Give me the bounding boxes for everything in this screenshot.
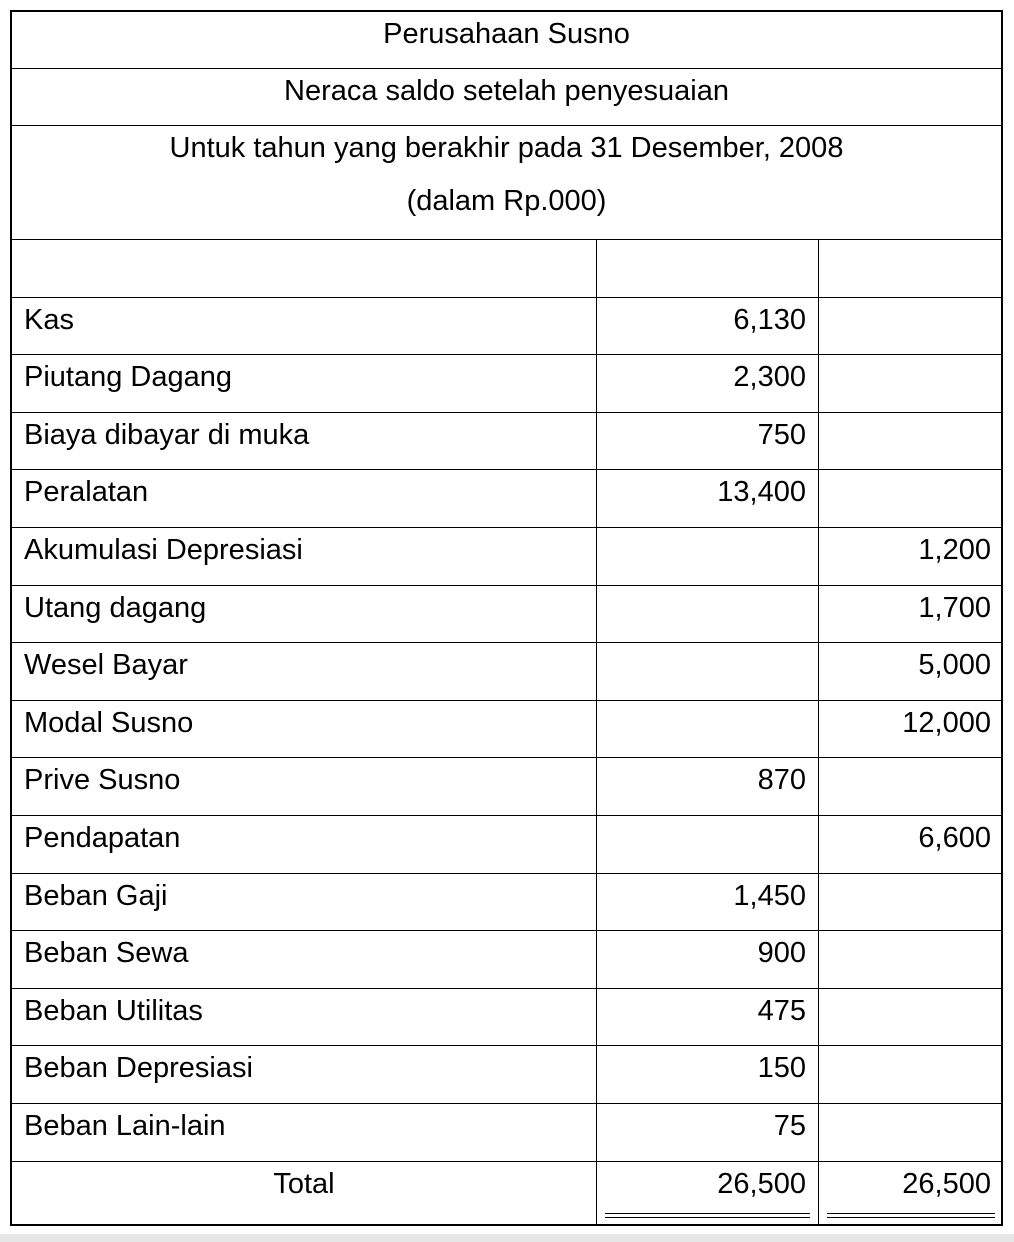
debit-amount: 750 [597,413,819,470]
debit-amount: 150 [597,1046,819,1103]
credit-amount: 1,700 [918,591,991,624]
column-header-debit [597,240,819,297]
table-row [12,816,1001,874]
column-header-account [12,240,597,297]
debit-amount: 2,300 [597,355,819,412]
account-name: Akumulasi Depresiasi [12,528,597,585]
table-row [12,931,1001,989]
account-name: Biaya dibayar di muka [12,413,597,470]
report-period: Untuk tahun yang berakhir pada 31 Desember, 2008 [169,132,844,164]
credit-amount: 6,600 [918,821,991,854]
debit-amount: 6,130 [597,298,819,355]
account-name: Peralatan [12,470,597,527]
total-debit-value: 26,500 [717,1167,806,1200]
double-underline [827,1213,995,1218]
table-row [12,586,1001,644]
table-row [12,528,1001,586]
table-row [12,355,1001,413]
debit-amount: 1,450 [597,874,819,931]
report-unit: (dalam Rp.000) [406,185,607,217]
account-name: Prive Susno [12,758,597,815]
account-name: Pendapatan [12,816,597,873]
account-name: Beban Lain-lain [12,1104,597,1161]
account-name: Kas [12,298,597,355]
account-name: Beban Utilitas [12,989,597,1046]
credit-amount [819,470,1001,527]
debit-amount: 13,400 [597,470,819,527]
trial-balance-table [10,10,1003,1226]
credit-amount: 1,200 [918,533,991,566]
report-title-row [12,69,1001,126]
account-name: Modal Susno [12,701,597,758]
credit-amount [819,413,1001,470]
debit-amount [597,701,819,758]
debit-amount: 475 [597,989,819,1046]
period-row [12,126,1001,240]
double-underline [605,1213,810,1218]
table-row [12,470,1001,528]
account-name: Beban Gaji [12,874,597,931]
table-row [12,989,1001,1047]
column-header-credit [819,240,1001,297]
table-row [12,298,1001,356]
account-name: Piutang Dagang [12,355,597,412]
table-row [12,643,1001,701]
company-name-row [12,12,1001,69]
credit-amount: 5,000 [918,649,991,682]
total-label: Total [12,1162,597,1224]
debit-amount: 870 [597,758,819,815]
debit-amount [597,586,819,643]
credit-amount: 12,000 [902,706,991,739]
credit-amount [819,758,1001,815]
table-row [12,1046,1001,1104]
column-header-row [12,240,1001,298]
account-name: Beban Sewa [12,931,597,988]
total-row [12,1162,1001,1224]
credit-amount [819,874,1001,931]
credit-amount [819,355,1001,412]
debit-amount: 900 [597,931,819,988]
account-name: Wesel Bayar [12,643,597,700]
debit-amount: 75 [597,1104,819,1161]
account-name: Beban Depresiasi [12,1046,597,1103]
company-name: Perusahaan Susno [383,18,630,50]
report-title: Neraca saldo setelah penyesuaian [284,75,729,107]
debit-amount [597,528,819,585]
page-bottom-edge [0,1234,1014,1242]
account-rows [12,298,1001,1162]
credit-amount [819,298,1001,355]
credit-amount [819,1104,1001,1161]
total-debit [597,1162,819,1224]
table-row [12,874,1001,932]
debit-amount [597,816,819,873]
credit-amount [819,989,1001,1046]
account-name: Utang dagang [12,586,597,643]
credit-amount [819,1046,1001,1103]
total-credit [819,1162,1001,1224]
table-row [12,701,1001,759]
table-row [12,413,1001,471]
credit-amount [819,931,1001,988]
debit-amount [597,643,819,700]
table-row [12,1104,1001,1162]
table-row [12,758,1001,816]
total-credit-value: 26,500 [902,1167,991,1200]
